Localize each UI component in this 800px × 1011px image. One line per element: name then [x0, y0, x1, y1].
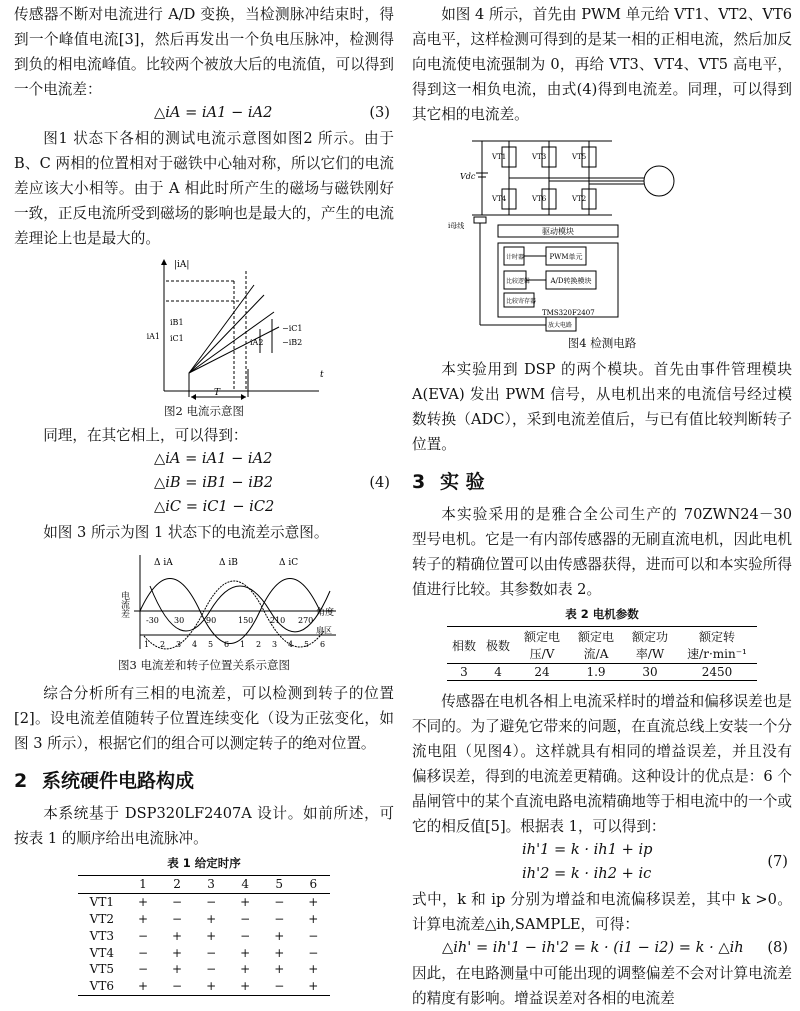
- equation-4: [14, 448, 394, 520]
- paragraph: 传感器在电机各相上电流采样时的增益和偏移误差也是不同的。为了避免它带来的问题，在直流总线上安装一个分流电阻（见图4）。这样就具有相同的增益误差，并且没有偏移误差，得到的电流差更精确。这种设计的优点是：6 个晶闸管中的某个直流电路电流精确地等于相电流中的一个或它的相反值[5]。根据表 1，可以得到：: [412, 693, 792, 835]
- table-cell: −: [160, 978, 194, 995]
- table-cell: +: [206, 928, 217, 943]
- table-cell: −: [137, 928, 149, 943]
- row-label: VT3: [89, 928, 114, 943]
- table-cell: +: [274, 928, 285, 943]
- table-2-caption: 表 2 电机参数: [565, 607, 639, 621]
- table-cell: −: [137, 962, 149, 977]
- table-2: [447, 626, 757, 681]
- paragraph: 传感器不断对电流进行 A/D 变换，当检测脉冲结束时，得到一个峰值电流[3]，然后再发出一个负电压脉冲，检测得到负的相电流峰值。比较两个被放大后的电流值，可以得到一个电流差：: [14, 6, 394, 98]
- sector-number: 5: [304, 640, 310, 649]
- label-ic1: iC1: [170, 334, 184, 343]
- equation-number: (7): [767, 853, 788, 870]
- sector-number: 3: [272, 640, 278, 649]
- sector-number: 5: [208, 640, 214, 649]
- column-header: 相数: [451, 638, 476, 653]
- equation-body: △iA = iA1 − iA2: [154, 104, 273, 121]
- figure-4-caption: 图4 检测电路: [567, 336, 637, 350]
- vt1-label: VT1: [492, 153, 507, 161]
- table-cell: −: [206, 945, 217, 960]
- column-header: 3: [194, 876, 228, 894]
- section-number: 3: [412, 471, 426, 493]
- label-ib1: iB1: [170, 318, 184, 327]
- table-cell: −: [262, 978, 296, 995]
- table-cell: +: [308, 895, 319, 910]
- bus-current-label: i母线: [448, 222, 465, 230]
- section-number: 2: [14, 770, 28, 792]
- amplifier-label: 放大电路: [548, 322, 573, 329]
- table-cell: +: [240, 895, 251, 910]
- table-row: [78, 944, 331, 961]
- column-header: 额定电流/A: [578, 630, 615, 661]
- table-cell: +: [172, 945, 183, 960]
- delta-ib-label: Δ iB: [219, 558, 238, 568]
- equation-number: (8): [767, 939, 788, 956]
- paragraph: 本实验采用的是雅合全公司生产的 70ZWN24－30 型号电机。它是一有内部传感器的无刷直流电机，因此电机转子的精确位置可以由传感器获得，进而可以和本实验所得值进行比较。其参数如表 2。: [412, 506, 792, 598]
- row-label: VT5: [89, 962, 114, 977]
- table-cell: +: [240, 962, 251, 977]
- current-diagram: [14, 257, 394, 405]
- y-axis-label: |iA|: [174, 260, 190, 270]
- table-1-caption: 表 1 给定时序: [167, 856, 241, 870]
- table-cell: −: [172, 895, 183, 910]
- table-cell: 4: [494, 665, 502, 679]
- table-cell: +: [137, 895, 149, 910]
- period-label: T: [213, 388, 221, 398]
- figure-2: [14, 257, 394, 405]
- equation-number: (4): [369, 474, 390, 491]
- column-header: 5: [262, 876, 296, 894]
- right-column: [412, 0, 792, 1011]
- sector-number: 6: [320, 640, 326, 649]
- figure-2-caption: 图2 电流示意图: [164, 404, 244, 418]
- section-title: 系统硬件电路构成: [42, 770, 195, 792]
- sector-number: 1: [240, 640, 246, 649]
- table-cell: +: [206, 911, 217, 926]
- table-cell: −: [308, 945, 319, 960]
- sector-number: 2: [256, 640, 262, 649]
- equation-3: [14, 102, 394, 126]
- table-cell: 3: [460, 665, 468, 679]
- table-cell: 30: [642, 665, 658, 679]
- section-heading: [14, 766, 394, 793]
- table-cell: −: [137, 945, 149, 960]
- compare-logic-label: 比较逻辑: [506, 278, 531, 285]
- table-cell: 2450: [701, 665, 733, 679]
- table-cell: +: [308, 962, 319, 977]
- left-column: [14, 0, 394, 996]
- adc-module-label: A/D转换模块: [550, 277, 592, 285]
- equation-body: ih'2 = k · ih2 + ic: [522, 865, 652, 882]
- column-header: 6: [296, 876, 330, 894]
- equation-8: [412, 937, 792, 961]
- table-corner: [78, 876, 126, 894]
- sector-number: 3: [176, 640, 182, 649]
- paragraph: 综合分析所有三相的电流差，可以检测到转子的位置[2]。设电流差值随转子位置连续变化（设为正弦变化，如图 3 所示），根据它们的组合可以测定转子的绝对位置。: [14, 685, 394, 752]
- vt4-label: VT4: [492, 195, 507, 203]
- column-header: 额定电压/V: [524, 630, 561, 661]
- label-neg-ib2: −iB2: [282, 338, 303, 347]
- table-row: [78, 961, 331, 978]
- current-difference-diagram: [14, 551, 394, 655]
- table-cell: −: [274, 911, 285, 926]
- compare-register-label: 比较寄存器: [506, 298, 537, 305]
- paragraph: 图1 状态下各相的测试电流示意图如图2 所示。由于 B、C 两相的位置相对于磁铁中心轴对称，所以它们的电流差应该大小相等。由于 A 相此时所产生的磁场与磁铁刚好一致，正反电流所受到磁场的影响也是最大的，产生的电流差理论上也是最大的。: [14, 130, 394, 247]
- table-row: [78, 927, 331, 944]
- equation-body: ih'1 = k · ih1 + ip: [522, 841, 653, 858]
- paragraph: 因此，在电路测量中可能出现的调整偏差不会对计算电流差的精度有影响。增益误差对各相的电流差: [412, 965, 792, 1007]
- equation-body: △iB = iB1 − iB2: [154, 474, 273, 491]
- sector-number: 1: [144, 640, 150, 649]
- paragraph: 如图 3 所示为图 1 状态下的电流差示意图。: [43, 524, 329, 541]
- equation-body: △ih' = ih'1 − ih'2 = k · (i1 − i2) = k · △ih: [442, 939, 744, 956]
- table-1: [78, 875, 331, 996]
- row-label: VT2: [89, 911, 114, 926]
- delta-ic-label: Δ iC: [279, 558, 299, 568]
- angle-label: 角度: [316, 608, 335, 618]
- pwm-unit-label: PWM单元: [549, 253, 583, 261]
- paragraph: 本实验用到 DSP 的两个模块。首先由事件管理模块 A(EVA) 发出 PWM 信号，从电机出来的电流信号经过模数转换（ADC），采到电流差值后，与已有值比较判断转子位置。: [412, 361, 792, 453]
- dsp-chip-label: TMS320F2407: [542, 309, 595, 317]
- table-cell: −: [206, 962, 217, 977]
- table-cell: −: [240, 928, 251, 943]
- row-label: VT6: [78, 978, 126, 995]
- column-header: 极数: [486, 638, 511, 653]
- row-label: VT1: [89, 895, 114, 910]
- paragraph: 本系统基于 DSP320LF2407A 设计。如前所述，可按表 1 的顺序给出电流脉冲。: [14, 805, 394, 847]
- label-ia1: iA1: [146, 332, 160, 341]
- vt5-label: VT5: [572, 153, 587, 161]
- timer-label: 计时器: [506, 254, 525, 261]
- table-cell: −: [172, 911, 183, 926]
- section-heading: [412, 467, 792, 494]
- equation-7: [412, 839, 792, 887]
- vt3-label: VT3: [532, 153, 547, 161]
- section-title: 实 验: [440, 471, 485, 493]
- column-header: 4: [228, 876, 262, 894]
- equation-body: △iC = iC1 − iC2: [154, 498, 275, 515]
- figure-3-caption: 图3 电流差和转子位置关系示意图: [118, 658, 290, 672]
- column-header: 2: [160, 876, 194, 894]
- table-cell: 24: [534, 665, 550, 679]
- angle-tick: -30: [146, 616, 159, 625]
- sector-number: 4: [192, 640, 198, 649]
- equation-number: (3): [369, 104, 390, 121]
- table-cell: +: [274, 962, 285, 977]
- table-cell: +: [240, 945, 251, 960]
- table-cell: −: [274, 895, 285, 910]
- delta-ia-label: Δ iA: [154, 558, 173, 568]
- column-header: 额定转速/r·min⁻¹: [687, 630, 747, 661]
- drive-module-label: 驱动模块: [542, 227, 574, 236]
- label-ia2: iA2: [250, 338, 264, 347]
- table-cell: +: [274, 945, 285, 960]
- table-cell: 1.9: [586, 665, 606, 679]
- x-axis-label: t: [320, 370, 324, 380]
- angle-tick: 150: [238, 616, 254, 625]
- angle-tick: 210: [270, 616, 286, 625]
- column-header: 额定功率/W: [632, 630, 669, 661]
- table-cell: +: [126, 978, 160, 995]
- table-cell: +: [172, 928, 183, 943]
- table-row: [447, 664, 757, 681]
- table-cell: +: [137, 911, 149, 926]
- angle-tick: 270: [298, 616, 314, 625]
- table-header: [447, 627, 757, 664]
- table-row: [78, 911, 331, 928]
- row-label: VT4: [89, 945, 114, 960]
- detection-circuit: [412, 133, 792, 333]
- table-row: [78, 978, 331, 995]
- vt6-label: VT6: [532, 195, 547, 203]
- label-neg-ic1: −iC1: [282, 324, 303, 333]
- sector-number: 2: [160, 640, 166, 649]
- sector-number: 6: [224, 640, 230, 649]
- table-cell: +: [194, 978, 228, 995]
- table-cell: −: [206, 895, 217, 910]
- paragraph: 同理，在其它相上，可以得到：: [43, 427, 248, 444]
- vt2-label: VT2: [572, 195, 587, 203]
- sector-label: 扇区: [316, 626, 332, 635]
- table-cell: +: [228, 978, 262, 995]
- paragraph: 式中，k 和 ip 分别为增益和电流偏移误差，其中 k >0。计算电流差△ih,SAMPLE，可得：: [412, 891, 792, 933]
- figure-4: [412, 133, 792, 333]
- table-header: [78, 876, 331, 894]
- table-cell: +: [308, 911, 319, 926]
- angle-tick: 30: [174, 616, 185, 625]
- paragraph: 如图 4 所示，首先由 PWM 单元给 VT1、VT2、VT6 高电平，这样检测可得到的是某一相的正相电流，然后加反向电流使电流强制为 0，再给 VT3、VT4、VT5 高电平，得到这一相负电流，由式(4)得到电流差。同理，可以得到其它相的电流差。: [412, 6, 792, 123]
- column-header: 1: [126, 876, 160, 894]
- equation-body: △iA = iA1 − iA2: [154, 450, 273, 467]
- sector-number: 4: [288, 640, 294, 649]
- angle-tick: 90: [206, 616, 217, 625]
- table-cell: −: [308, 928, 319, 943]
- vdc-label: Vdc: [460, 172, 476, 181]
- table-row: [78, 893, 331, 910]
- y-axis-label: 电流差: [119, 591, 129, 618]
- figure-3: [14, 551, 394, 655]
- table-cell: +: [296, 978, 330, 995]
- table-cell: +: [172, 962, 183, 977]
- table-cell: −: [240, 911, 251, 926]
